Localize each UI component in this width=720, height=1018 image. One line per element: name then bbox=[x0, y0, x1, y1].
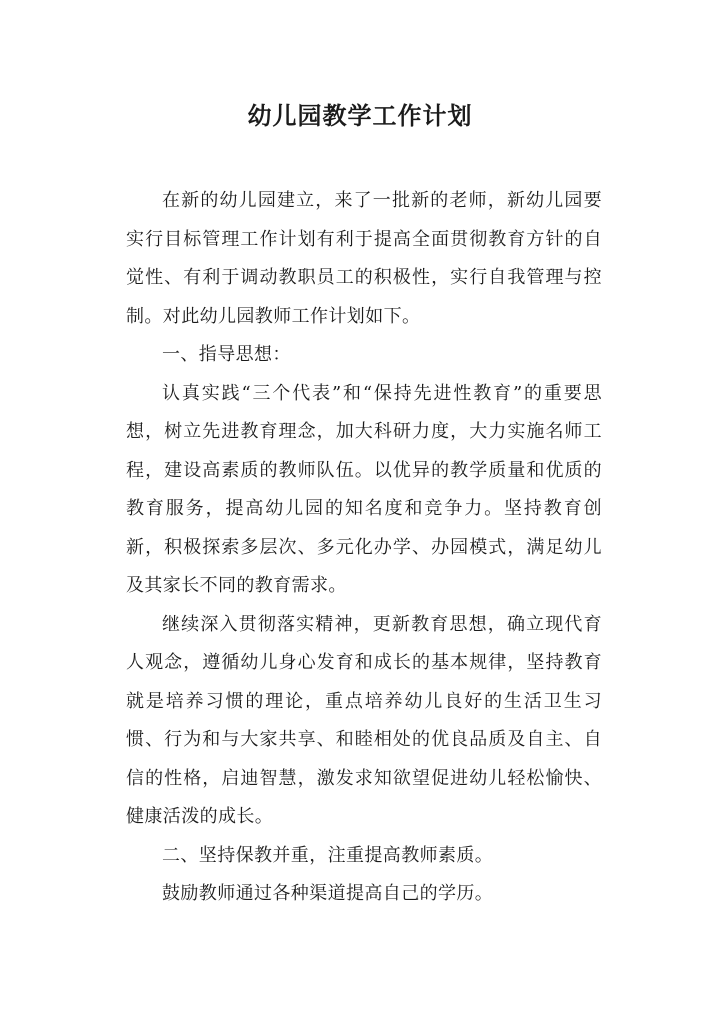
guiding-thought-paragraph: 认真实践“三个代表”和“保持先进性教育”的重要思想，树立先进教育理念，加大科研力度，大力实施名师工程，建设高素质的教师队伍。以优异的教学质量和优质的教育服务，提高幼儿园的知名度和竞争力。坚持教育创新，积极探索多层次、多元化办学、办园模式，满足幼儿及其家长不同的教育需求。 bbox=[126, 382, 602, 596]
section-heading-guiding-thought: 一、指导思想： bbox=[162, 344, 291, 365]
intro-paragraph: 在新的幼儿园建立，来了一批新的老师，新幼儿园要实行目标管理工作计划有利于提高全面贯彻教育方针的自觉性、有利于调动教职员工的积极性，实行自我管理与控制。对此幼儿园教师工作计划如下。 bbox=[126, 190, 602, 327]
section-heading-teacher-quality: 二、坚持保教并重，注重提高教师素质。 bbox=[162, 844, 494, 866]
education-philosophy-paragraph: 继续深入贯彻落实精神，更新教育思想，确立现代育人观念，遵循幼儿身心发育和成长的基本规律，坚持教育就是培养习惯的理论，重点培养幼儿良好的生活卫生习惯、行为和与大家共享、和睦相处的优良品质及自主、自信的性格，启迪智慧，激发求知欲望促进幼儿轻松愉快、健康活泼的成长。 bbox=[126, 613, 602, 827]
teacher-education-paragraph: 鼓励教师通过各种渠道提高自己的学历。 bbox=[162, 883, 494, 904]
document-body bbox=[126, 182, 602, 914]
document-title: 幼儿园教学工作计划 bbox=[247, 101, 473, 130]
